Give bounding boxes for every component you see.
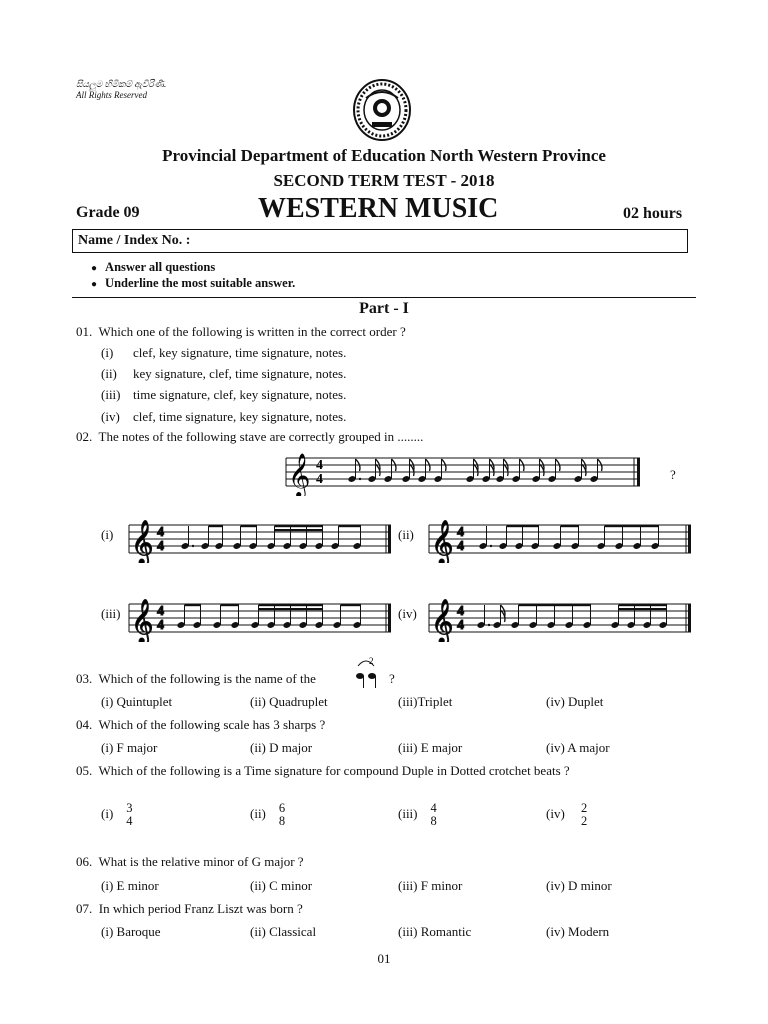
q4-option-4[interactable]: (iv) A major [546,740,610,755]
q3-option-3[interactable]: (iii)Triplet [398,694,453,709]
time-signature: 2 2 [581,801,588,828]
q2-option-2-stave[interactable] [425,513,695,563]
bullet-icon: ● [91,263,98,274]
department-title: Provincial Department of Education North Western Province [162,146,606,165]
svg-text:2: 2 [369,656,374,666]
q5-option-4[interactable]: (iv) 2 2 [546,801,588,828]
q2-question-mark: ? [670,467,676,482]
svg-text:4: 4 [316,458,323,473]
svg-text:4: 4 [457,618,464,633]
time-signature: 4 8 [430,801,437,828]
q1-option-3[interactable]: (iii) time signature, clef, key signature, notes. [101,387,347,402]
q2-option-1-label[interactable]: (i) [101,527,114,542]
q2-option-2-label[interactable]: (ii) [398,527,414,542]
svg-text:4: 4 [157,539,164,554]
svg-text:4: 4 [457,525,464,540]
q3-option-4[interactable]: (iv) Duplet [546,694,604,709]
q4-option-2[interactable]: (ii) D major [250,740,313,755]
time-signature: 3 4 [126,801,133,828]
q3-option-1[interactable]: (i) Quintuplet [101,694,173,709]
instruction-2: ● Underline the most suitable answer. [91,276,296,290]
q2-option-3-label[interactable]: (iii) [101,606,121,621]
q2-option-4-stave[interactable] [425,592,695,642]
q7-option-1[interactable]: (i) Baroque [101,924,161,939]
name-index-field[interactable] [72,229,688,253]
q2-main-stave [280,450,644,496]
treble-clef-icon: 𝄞 [131,601,154,642]
q6-option-4[interactable]: (iv) D minor [546,878,612,893]
q1-option-2[interactable]: (ii) key signature, clef, time signature, notes. [101,366,347,381]
term-title: SECOND TERM TEST - 2018 [273,171,495,190]
q2-option-4-label[interactable]: (iv) [398,606,417,621]
q1-option-1[interactable]: (i) clef, key signature, time signature, notes. [101,345,347,360]
subject-title: WESTERN MUSIC [258,193,499,224]
treble-clef-icon: 𝄞 [288,455,311,496]
q2-option-1-stave[interactable] [125,513,395,563]
q5-option-3[interactable]: (iii) 4 8 [398,801,437,828]
q7-option-3[interactable]: (iii) Romantic [398,924,472,939]
treble-clef-icon: 𝄞 [431,522,454,563]
q5-option-2[interactable]: (ii) 6 8 [250,801,286,828]
q4-option-1[interactable]: (i) F major [101,740,158,755]
emblem-icon [352,78,412,142]
q3-question-mark: ? [389,671,395,686]
part-title: Part - I [359,300,409,317]
q6-option-1[interactable]: (i) E minor [101,878,159,893]
bullet-icon: ● [91,279,98,290]
question-1: 01. Which one of the following is written in the correct order ? [76,324,406,339]
rights-notice [76,79,166,101]
svg-text:4: 4 [157,525,164,540]
svg-text:4: 4 [316,472,323,487]
rights-english: All Rights Reserved [76,90,147,100]
svg-text:4: 4 [157,604,164,619]
q6-option-2[interactable]: (ii) C minor [250,878,313,893]
question-6: 06. What is the relative minor of G major ? [76,854,304,869]
svg-text:4: 4 [457,604,464,619]
svg-text:4: 4 [157,618,164,633]
grade-label: Grade 09 [76,204,140,221]
question-2: 02. The notes of the following stave are correctly grouped in ........ [76,429,424,444]
treble-clef-icon: 𝄞 [431,601,454,642]
page-number: 01 [377,951,391,966]
duration-label: 02 hours [623,205,683,222]
instruction-1: ● Answer all questions [91,260,216,274]
time-signature: 6 8 [278,801,286,828]
q1-option-4[interactable]: (iv) clef, time signature, key signature, notes. [101,409,347,424]
question-7: 07. In which period Franz Liszt was born ? [76,901,303,916]
q5-option-1[interactable]: (i) 3 4 [101,801,133,828]
question-5: 05. Which of the following is a Time signature for compound Duple in Dotted crotchet beats ? [76,763,570,778]
q3-option-2[interactable]: (ii) Quadruplet [250,694,328,709]
treble-clef-icon: 𝄞 [131,522,154,563]
rights-sinhala: සියලුම හිමිකම් ඇවිරිණි. [76,79,167,89]
question-3: 03. Which of the following is the name of the [76,671,316,686]
svg-text:4: 4 [457,539,464,554]
q4-option-3[interactable]: (iii) E major [398,740,463,755]
q7-option-4[interactable]: (iv) Modern [546,924,610,939]
q6-option-3[interactable]: (iii) F minor [398,878,463,893]
name-index-label: Name / Index No. : [78,233,191,248]
duplet-symbol-icon [352,652,382,690]
q2-option-3-stave[interactable] [125,592,395,642]
question-4: 04. Which of the following scale has 3 sharps ? [76,717,326,732]
divider [72,297,696,298]
q7-option-2[interactable]: (ii) Classical [250,924,317,939]
